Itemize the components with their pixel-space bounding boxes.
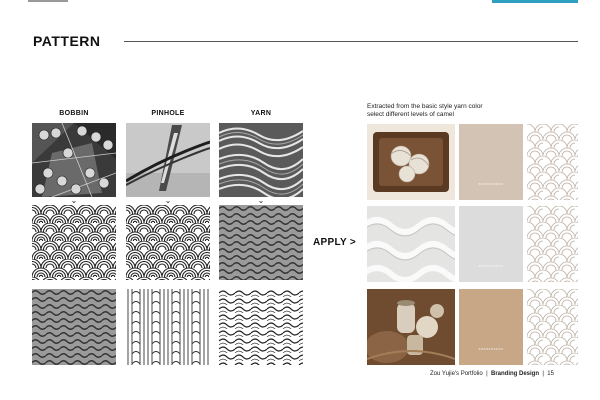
footer-section: Branding Design (490, 371, 539, 377)
color-swatch-3 (459, 289, 523, 365)
top-accent-bar (492, 0, 578, 3)
pinhole-pattern-1 (126, 205, 210, 280)
pinhole-photo (126, 123, 210, 197)
light-pattern-3 (527, 289, 578, 365)
swatch-label: XXXXXXXXXX (478, 264, 504, 268)
pinhole-pattern-2 (126, 289, 210, 365)
top-mark-left (28, 0, 68, 2)
bobbin-pattern-1 (32, 205, 116, 280)
color-swatch-1 (459, 124, 523, 200)
yarn-pattern-1 (219, 205, 303, 280)
swatch-label: XXXXXXXXXX (478, 182, 504, 186)
knit-photo (367, 206, 455, 282)
color-swatch-2 (459, 206, 523, 282)
bobbin-pattern-2 (32, 289, 116, 365)
bobbin-photo (32, 123, 116, 197)
chevron-down-icon: ⌄ (164, 196, 172, 205)
light-pattern-2 (527, 206, 578, 282)
description-line-1: Extracted from the basic style yarn color (367, 103, 483, 110)
column-label-bobbin: BOBBIN (59, 110, 89, 117)
chevron-down-icon: ⌄ (70, 196, 78, 205)
footer-separator: | (542, 371, 544, 377)
light-pattern-1 (527, 124, 578, 200)
description-line-2: select different levels of camel (367, 111, 454, 118)
yarn-pattern-2 (219, 289, 303, 365)
title-divider (124, 41, 578, 42)
yarn-photo (219, 123, 303, 197)
apply-label: APPLY > (313, 237, 356, 248)
column-label-pinhole: PINHOLE (151, 110, 185, 117)
page-footer (430, 371, 554, 377)
description-text (367, 103, 483, 119)
page-number: 15 (547, 371, 554, 377)
footer-separator: | (486, 371, 488, 377)
footer-author: Zou Yujie's Portfolio (430, 371, 483, 377)
chevron-down-icon: ⌄ (257, 196, 265, 205)
swatch-label: XXXXXXXXXX (478, 347, 504, 351)
column-label-yarn: YARN (250, 110, 272, 117)
pottery-photo (367, 289, 455, 365)
yarn-basket-photo (367, 124, 455, 200)
page-title: PATTERN (33, 33, 101, 49)
